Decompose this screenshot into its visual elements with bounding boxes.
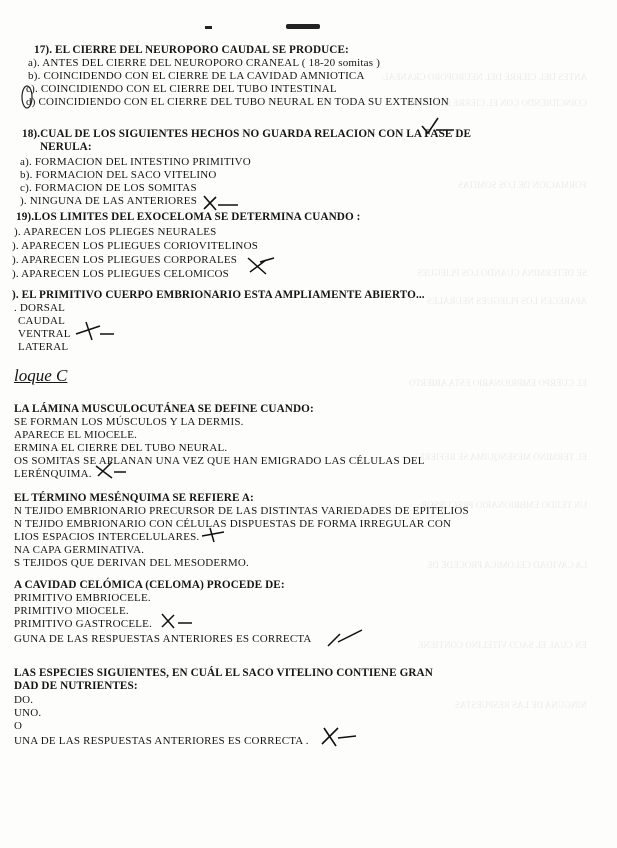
question-17-option-b: b). COINCIDENDO CON EL CIERRE DE LA CAVIDAD AMNIOTICA [28, 70, 365, 82]
block-c-question-1-option-c: ERMINA EL CIERRE DEL TUBO NEURAL. [14, 442, 228, 454]
block-c-question-2-option-b-continued: LIOS ESPACIOS INTERCELULARES. [14, 531, 200, 543]
block-c-question-4-option-b: UNO. [14, 707, 42, 719]
question-18-option-a: a). FORMACION DEL INTESTINO PRIMITIVO [20, 156, 251, 168]
cross-mark-20c [72, 320, 116, 342]
question-17-option-c: c). COINCIDIENDO CON EL CIERRE DEL TUBO INTESTINAL [26, 83, 337, 95]
question-19-option-d: ). APARECEN LOS PLIEGUES CELOMICOS [12, 268, 229, 280]
block-c-question-2-title: EL TÉRMINO MESÉNQUIMA SE REFIERE A: [14, 492, 254, 504]
question-18-option-c: c). FORMACION DE LOS SOMITAS [20, 182, 197, 194]
block-c-question-4-title-continued: DAD DE NUTRIENTES: [14, 680, 138, 692]
question-18-title: 18).CUAL DE LOS SIGUIENTES HECHOS NO GUARDA RELACION CON LA FASE DE [22, 128, 472, 140]
question-19-option-b: ). APARECEN LOS PLIEGUES CORIOVITELINOS [12, 240, 259, 252]
question-17-title: 17). EL CIERRE DEL NEUROPORO CAUDAL SE PRODUCE: [34, 44, 349, 56]
question-20-option-c: VENTRAL [18, 328, 71, 340]
check-mark-17d [420, 116, 456, 136]
circle-mark-17c [20, 84, 34, 110]
block-c-question-1-option-d: OS SOMITAS SE APLANAN UNA VEZ QUE HAN EMIGRADO LAS CÉLULAS DEL [14, 455, 425, 467]
question-20-option-b: CAUDAL [18, 315, 66, 327]
block-c-question-1-option-d-continued: LERÉNQUIMA. [14, 468, 92, 480]
question-18-title-continued: NERULA: [40, 141, 92, 153]
block-c-question-1-option-a: SE FORMAN LOS MÚSCULOS Y LA DERMIS. [14, 416, 244, 428]
question-20-option-d: LATERAL [18, 341, 69, 353]
block-c-question-4-title: LAS ESPECIES SIGUIENTES, EN CUÁL EL SACO VITELINO CONTIENE GRAN [14, 667, 433, 679]
block-c-question-4-option-c: O [14, 720, 23, 732]
block-c-question-3-title: A CAVIDAD CELÓMICA (CELOMA) PROCEDE DE: [14, 579, 285, 591]
cross-mark-c1d [94, 458, 128, 480]
block-c-question-4-option-d: UNA DE LAS RESPUESTAS ANTERIORES ES CORRECTA . [14, 735, 309, 747]
question-17-option-a: a). ANTES DEL CIERRE DEL NEUROPORO CRANEAL ( 18-20 somitas ) [28, 57, 381, 69]
question-18-option-d: ). NINGUNA DE LAS ANTERIORES [20, 195, 198, 207]
block-c-question-2-option-a: N TEJIDO EMBRIONARIO PRECURSOR DE LAS DISTINTAS VARIEDADES DE EPITELIOS [14, 505, 469, 517]
section-heading-text: loque C [14, 366, 68, 385]
question-19-title: 19).LOS LIMITES DEL EXOCELOMA SE DETERMINA CUANDO : [16, 211, 361, 223]
question-19-option-c: ). APARECEN LOS PLIEGUES CORPORALES [12, 254, 238, 266]
block-c-question-3-option-b: PRIMITIVO MIOCELE. [14, 605, 129, 617]
question-20-option-a: . DORSAL [14, 302, 66, 314]
question-17-option-d: d) COINCIDIENDO CON EL CIERRE DEL TUBO NEURAL EN TODA SU EXTENSION [26, 96, 449, 108]
cross-mark-c2b [200, 526, 230, 544]
top-dash-mark [205, 26, 212, 29]
block-c-question-3-option-a: PRIMITIVO EMBRIOCELE. [14, 592, 151, 604]
block-c-question-1-title: LA LÁMINA MUSCULOCUTÁNEA SE DEFINE CUANDO: [14, 403, 314, 415]
block-c-question-2-option-d: S TEJIDOS QUE DERIVAN DEL MESODERMO. [14, 557, 249, 569]
cross-mark-18d [200, 194, 240, 212]
question-20-title: ). EL PRIMITIVO CUERPO EMBRIONARIO ESTA AMPLIAMENTE ABIERTO... [12, 289, 425, 301]
block-c-question-4-option-a: DO. [14, 694, 34, 706]
question-19-option-a: ). APARECEN LOS PLIEGES NEURALES [14, 226, 217, 238]
top-smudge-mark [286, 24, 320, 29]
block-c-question-2-option-c: NA CAPA GERMINATIVA. [14, 544, 145, 556]
check-mark-c3d [326, 628, 364, 650]
scanned-exam-page: ANTES DEL CIERRE DEL NEUROPORO CRANEAL COINCIDIENDO CON EL CIERRE DEL TUBO FORMACION DE LOS SOMITAS SE DETERMINA CUANDO LOS PLIEGUES APARECEN LOS PLIEGUES NEURALES EL CUERPO EMBRIONARIO ESTA ABIERTO EL TERMINO MESENQUIMA SE REFIERE UN TEJIDO EMBRIONARIO PRECURSOR LA CAVIDAD CELOMICA PROCEDE DE EN CUAL EL SACO VITELINO CONTIENE NINGUNA DE LAS RESPUESTAS 17). EL CIERRE DEL NEUROPORO CAUDAL SE PRODUCE: a). ANTES DEL CIERRE DEL NEUROPORO CRANEAL ( 18-20 somitas ) b). COINCIDENDO CON EL CIERRE DE LA CAVIDAD AMNIOTICA c). COINCIDIENDO CON EL CIERRE DEL TUBO INTESTINAL d) COINCIDIENDO CON EL CIERRE DEL TUBO NEURAL EN TODA SU EXTENSION 18).CUAL DE LOS SIGUIENTES HECHOS NO GUARDA RELACION CON LA FASE DE NERULA: a). FORMACION DEL INTESTINO PRIMITIVO b). FORMACION DEL SACO VITELINO c). FORMACION DE LOS SOMITAS ). NINGUNA DE LAS ANTERIORES 19).LOS LIMITES DEL EXOCELOMA SE DETERMINA CUANDO : ). APARECEN LOS PLIEGES NEURALES ). APARECEN LOS PLIEGUES CORIOVITELINOS ). APARECEN LOS PLIEGUES CORPORALES ). APARECEN LOS PLIEGUES CELOMICOS ). EL PRIMITIVO CUERPO EMBRIONARIO ESTA AMPLIAMENTE ABIERTO... . DORSAL CAUDAL VENTRAL LATERAL loque C LA LÁMINA MUSCULOCUTÁNEA SE DEFINE CUANDO: SE FORMAN LOS MÚSCULOS Y LA DERMIS. APARECE EL MIOCELE. ERMINA EL CIERRE DEL TUBO NEURAL. OS SOMITAS SE APLANAN UNA VEZ QUE HAN EMIGRADO LAS CÉLULAS DEL LERÉNQUIMA. EL TÉRMINO MESÉNQUIMA SE REFIERE A: N TEJIDO EMBRIONARIO PRECURSOR DE LAS DISTINTAS VARIEDADES DE EPITELIOS N TEJIDO EMBRIONARIO CON CÉLULAS DISPUESTAS DE FORMA IRREGULAR CON LIOS ESPACIOS INTERCELULARES. NA CAPA GERMINATIVA. S TEJIDOS QUE DERIVAN DEL MESODERMO. A CAVIDAD CELÓMICA (CELOMA) PROCEDE DE: PRIMITIVO EMBRIOCELE. PRIMITIVO MIOCELE. PRIMITIVO GASTROCELE. GUNA DE LAS RESPUESTAS ANTERIORES ES CORRECTA LAS ESPECIES SIGUIENTES, EN CUÁL EL SACO VITELINO CONTIENE GRAN DAD DE NUTRIENTES: DO. UNO. O UNA DE LAS RESPUESTAS ANTERIORES ES CORRECTA . [0, 0, 617, 848]
block-c-question-1-option-b: APARECE EL MIOCELE. [14, 429, 138, 441]
cross-mark-c4d [318, 724, 358, 750]
question-18-option-b: b). FORMACION DEL SACO VITELINO [20, 169, 217, 181]
cross-mark-c3c [160, 612, 194, 630]
block-c-question-2-option-b: N TEJIDO EMBRIONARIO CON CÉLULAS DISPUESTAS DE FORMA IRREGULAR CON [14, 518, 452, 530]
section-heading [14, 366, 67, 386]
cross-mark-19c [244, 254, 276, 278]
block-c-question-3-option-c: PRIMITIVO GASTROCELE. [14, 618, 153, 630]
block-c-question-3-option-d: GUNA DE LAS RESPUESTAS ANTERIORES ES CORRECTA [14, 633, 312, 645]
